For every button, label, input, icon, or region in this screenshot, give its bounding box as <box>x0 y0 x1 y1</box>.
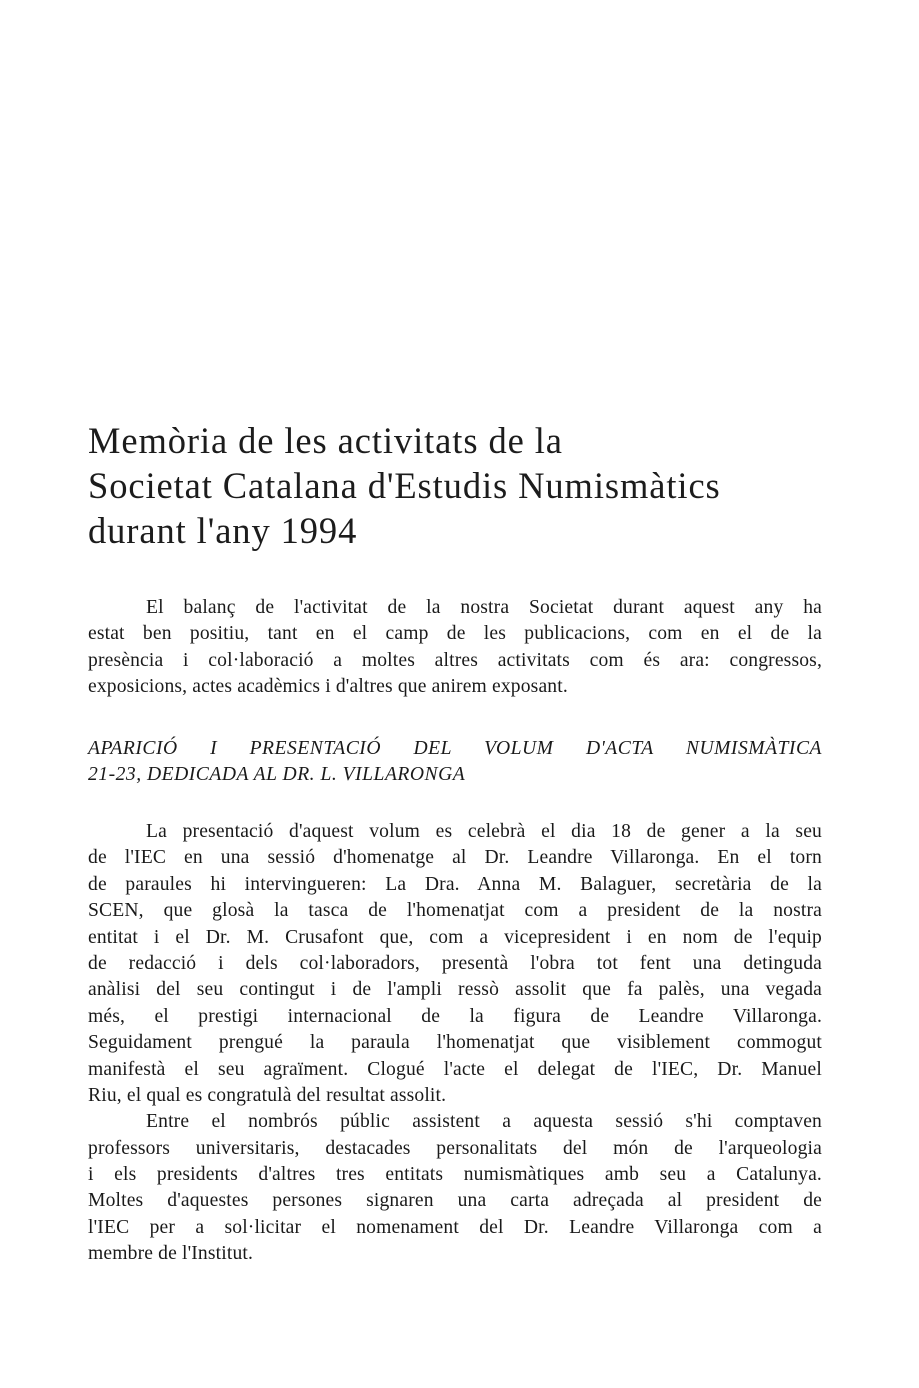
body-line: de paraules hi intervingueren: La Dra. Anna M. Balaguer, secretària de la <box>88 873 822 895</box>
intro-line: estat ben positiu, tant en el camp de les publicacions, com en el de la <box>88 623 822 645</box>
intro-line: El balanç de l'activitat de la nostra Societat durant aquest any ha <box>146 597 822 618</box>
intro-paragraph <box>88 595 822 701</box>
section-body <box>88 819 822 1268</box>
body-line: més, el prestigi internacional de la figura de Leandre Villaronga. <box>88 1005 822 1027</box>
paragraph-presentation <box>88 819 822 1109</box>
body-line: de redacció i dels col·laboradors, presentà l'obra tot fent una detinguda <box>88 952 822 974</box>
body-line: Entre el nombrós públic assistent a aquesta sessió s'hi comptaven <box>146 1111 822 1133</box>
intro-line: presència i col·laboració a moltes altres activitats com és ara: congressos, <box>88 649 822 671</box>
title-line: Memòria de les activitats de la <box>88 420 563 461</box>
body-line: Riu, el qual es congratulà del resultat assolit. <box>88 1084 447 1106</box>
body-line: Seguidament prengué la paraula l'homenatjat que visiblement commogut <box>88 1032 822 1054</box>
document-title <box>88 418 822 553</box>
body-line: i els presidents d'altres tres entitats numismàtiques amb seu a Catalunya. <box>88 1164 822 1186</box>
body-line: Moltes d'aquestes persones signaren una carta adreçada al president de <box>88 1190 822 1212</box>
title-line: Societat Catalana d'Estudis Numismàtics <box>88 465 721 506</box>
body-line: entitat i el Dr. M. Crusafont que, com a vicepresident i en nom de l'equip <box>88 926 822 948</box>
body-line: l'IEC per a sol·licitar el nomenament del Dr. Leandre Villaronga com a <box>88 1216 822 1238</box>
body-line: membre de l'Institut. <box>88 1243 254 1265</box>
document-page <box>88 0 822 1388</box>
title-line: durant l'any 1994 <box>88 510 358 551</box>
body-line: anàlisi del seu contingut i de l'ampli ressò assolit que fa palès, una vegada <box>88 979 822 1001</box>
section-heading-line: APARICIÓ I PRESENTACIÓ DEL VOLUM D'ACTA NUMISMÀTICA <box>88 738 822 759</box>
paragraph-attendees <box>88 1109 822 1267</box>
body-line: SCEN, que glosà la tasca de l'homenatjat com a president de la nostra <box>88 900 822 922</box>
body-line: de l'IEC en una sessió d'homenatge al Dr. Leandre Villaronga. En el torn <box>88 847 822 869</box>
section-heading-line: 21-23, DEDICADA AL DR. L. VILLARONGA <box>88 764 466 786</box>
body-line: professors universitaris, destacades personalitats del món de l'arqueologia <box>88 1137 822 1159</box>
body-line: manifestà el seu agraïment. Clogué l'acte el delegat de l'IEC, Dr. Manuel <box>88 1058 822 1080</box>
section-heading <box>88 736 822 789</box>
intro-line: exposicions, actes acadèmics i d'altres que anirem exposant. <box>88 676 568 698</box>
body-line: La presentació d'aquest volum es celebrà el dia 18 de gener a la seu <box>146 821 822 842</box>
